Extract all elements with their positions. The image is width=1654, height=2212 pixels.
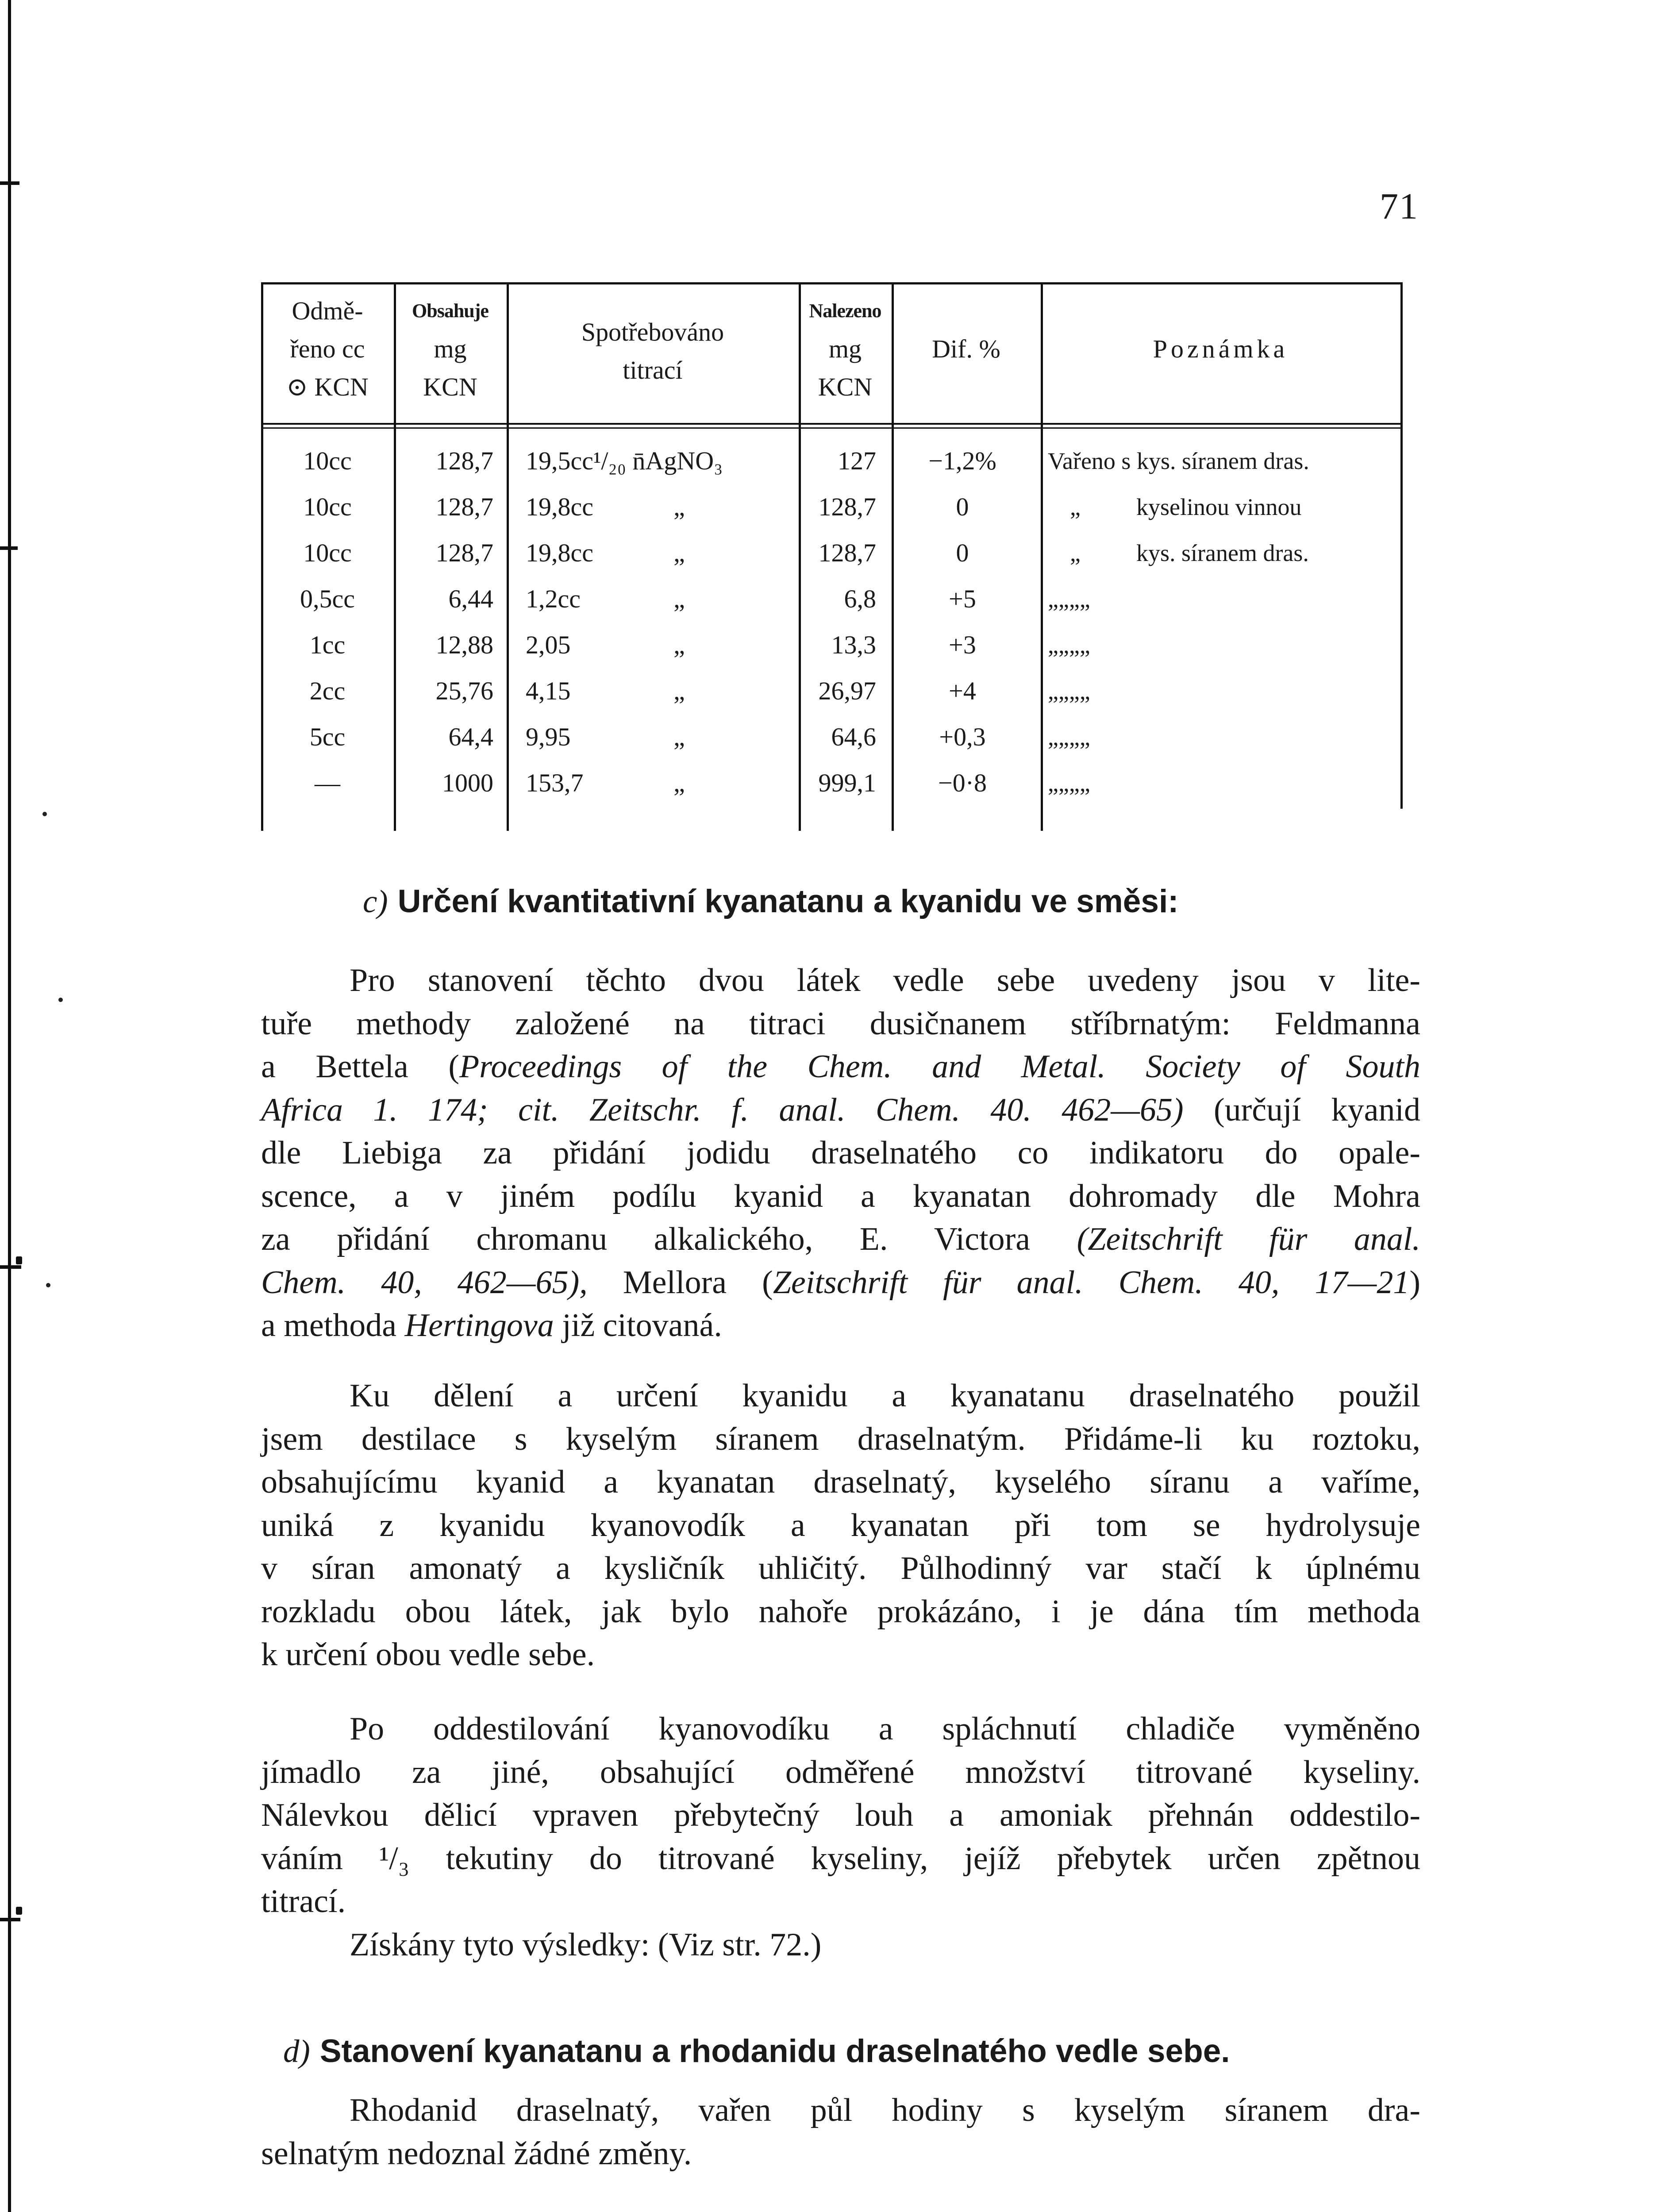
cell-odmereno: 10cc xyxy=(303,492,352,521)
cell-dif: +5 xyxy=(949,584,976,613)
cell-odmereno: — xyxy=(315,768,340,797)
cell-odmereno: 10cc xyxy=(303,538,352,567)
table-row xyxy=(261,438,1403,484)
scan-speck xyxy=(42,812,47,816)
cell-poznamka: Vařeno s kys. síranem dras. xyxy=(1048,448,1309,474)
cell-ditto: „ xyxy=(673,584,685,613)
cell-poznamka: „„„„ xyxy=(1048,632,1090,658)
cell-obsahuje: 25,76 xyxy=(435,676,493,705)
section-d-heading: d) Stanovení kyanatanu a rhodanidu draselnatého vedle sebe. xyxy=(283,2033,1230,2069)
scan-speck xyxy=(46,1283,50,1287)
table-header-rule xyxy=(261,423,1403,425)
cell-nalezeno: 128,7 xyxy=(818,492,876,521)
cell-spotreba: 4,15 xyxy=(526,676,571,705)
scan-edge-dot xyxy=(16,1256,22,1264)
cell-odmereno: 5cc xyxy=(309,722,346,751)
cell-obsahuje: 128,7 xyxy=(435,446,493,475)
cell-dif: −1,2% xyxy=(928,446,996,475)
cell-odmereno: 0,5cc xyxy=(300,584,355,613)
cell-spotreba: 153,7 xyxy=(526,768,584,797)
cell-spotreba: 19,8cc xyxy=(526,538,593,567)
cell-dif: +3 xyxy=(949,630,976,659)
cell-nalezeno: 127 xyxy=(838,446,876,475)
cell-obsahuje: 1000 xyxy=(442,768,493,797)
cell-obsahuje: 12,88 xyxy=(435,630,493,659)
cell-poznamka: „„„„ xyxy=(1048,678,1090,704)
paragraph-rhodanid: Rhodanid draselnatý, vařen půl hodiny s kyselým síranem dra- selnatým nedoznal žádné změny. xyxy=(261,2092,1420,2172)
page-number: 71 xyxy=(1380,186,1419,227)
table-row xyxy=(261,760,1403,806)
cell-poznamka: „ kys. síranem dras. xyxy=(1070,540,1309,566)
scan-edge-tick xyxy=(0,1918,20,1921)
cell-nalezeno: 999,1 xyxy=(818,768,876,797)
table-row xyxy=(261,484,1403,530)
cell-odmereno: 10cc xyxy=(303,446,352,475)
cell-poznamka: „„„„ xyxy=(1048,724,1090,750)
cell-obsahuje: 6,44 xyxy=(448,584,493,613)
scan-edge-tick xyxy=(0,1265,21,1269)
header-dif: Dif. % xyxy=(932,334,1000,363)
table-row xyxy=(261,530,1403,576)
cell-nalezeno: 128,7 xyxy=(818,538,876,567)
table-row xyxy=(261,714,1403,760)
header-spotrebovano: Spotřebováno titrací xyxy=(581,318,724,384)
table-header-rule xyxy=(261,427,1403,429)
cell-ditto: „ xyxy=(673,630,685,659)
paragraph-distillation: Ku dělení a určení kyanidu a kyanatanu draselnatého použil jsem destilace s kyselým síranem draselnatým. Přidáme-li ku roztoku, obsahujícímu kyanid a kyanatan draselnatý, kyselého síranu a vaříme, uniká z kyanidu kyanovodík a kyanatan při tom se hydrolysuje v síran amonatý a kysličník uhličitý. Půlhodinný var stačí k úplnému rozkladu obou látek, jak bylo nahoře prokázáno, i je dána tím methoda k určení obou vedle sebe. xyxy=(261,1378,1420,1673)
cell-obsahuje: 64,4 xyxy=(448,722,493,751)
cell-dif: 0 xyxy=(956,492,969,521)
cell-spotreba: 2,05 xyxy=(526,630,571,659)
cell-obsahuje: 128,7 xyxy=(435,538,493,567)
header-odmereno: Odmě- řeno cc ⊙ KCN xyxy=(286,296,369,401)
paragraph-procedure: Po oddestilování kyanovodíku a spláchnutí chladiče vyměněno jímadlo za jiné, obsahující odměřené množství titrované kyseliny. Nálevkou dělicí vpraven přebytečný louh a amoniak přehnán oddestilo- váním ¹/₃ tekutiny do titrované kyseliny, jejíž přebytek určen zpětnou titrací. Získány tyto výsledky: (Viz str. 72.) xyxy=(261,1711,1420,1963)
table-row xyxy=(261,622,1403,668)
cell-dif: +4 xyxy=(949,676,976,705)
cell-poznamka: „ kyselinou vinnou xyxy=(1070,494,1302,520)
header-nalezeno: Nalezeno mg KCN xyxy=(809,300,881,401)
header-obsahuje: Obsahuje mg KCN xyxy=(412,300,489,401)
cell-obsahuje: 128,7 xyxy=(435,492,493,521)
cell-dif: 0 xyxy=(956,538,969,567)
cell-ditto: „ xyxy=(673,676,685,705)
cell-nalezeno: 6,8 xyxy=(844,584,876,613)
scan-speck xyxy=(58,998,63,1002)
cell-poznamka: „„„„ xyxy=(1048,586,1090,612)
cell-nalezeno: 13,3 xyxy=(831,630,876,659)
scan-edge-tick xyxy=(0,546,18,550)
table-row xyxy=(261,576,1403,622)
cell-ditto: „ xyxy=(673,538,685,567)
cell-spotreba: 19,5cc¹/₂₀ n̄AgNO₃ xyxy=(526,446,723,475)
cell-spotreba: 19,8cc xyxy=(526,492,593,521)
header-poznamka: Poznámka xyxy=(1153,334,1289,363)
paragraph-methods: Pro stanovení těchto dvou látek vedle sebe uvedeny jsou v lite- tuře methody založené na titraci dusičnanem stříbrnatým: Feldmanna a Bettela (Proceedings of the Chem. and Metal. Society of South Africa 1. 174; cit. Zeitschr. f. anal. Chem. 40. 462—65) (určují kyanid dle Liebiga za přidání jodidu draselnatého co indikatoru do opale- scence, a v jiném podílu kyanid a kyanatan dohromady dle Mohra za přidání chromanu alkalického, E. Victora (Zeitschrift für anal. Chem. 40, 462—65), Mellora (Zeitschrift für anal. Chem. 40, 17—21) a methoda Hertingova již citovaná. xyxy=(261,962,1420,1344)
cell-odmereno: 2cc xyxy=(309,676,346,705)
cell-nalezeno: 64,6 xyxy=(831,722,876,751)
cell-nalezeno: 26,97 xyxy=(818,676,876,705)
cell-odmereno: 1cc xyxy=(309,630,346,659)
cell-dif: +0,3 xyxy=(939,722,986,751)
cell-ditto: „ xyxy=(673,492,685,521)
table-row xyxy=(261,668,1403,714)
table-top-rule xyxy=(261,282,1403,284)
cell-ditto: „ xyxy=(673,722,685,751)
cell-spotreba: 1,2cc xyxy=(526,584,581,613)
cell-spotreba: 9,95 xyxy=(526,722,571,751)
cell-ditto: „ xyxy=(673,768,685,797)
cell-poznamka: „„„„ xyxy=(1048,770,1090,796)
scan-edge-line xyxy=(8,0,11,2212)
cell-dif: −0·8 xyxy=(938,768,987,797)
scan-edge-dot xyxy=(16,1907,22,1915)
scan-edge-tick xyxy=(0,181,19,185)
section-c-heading: c) Určení kvantitativní kyanatanu a kyanidu ve směsi: xyxy=(363,883,1179,919)
results-table xyxy=(261,282,1403,831)
